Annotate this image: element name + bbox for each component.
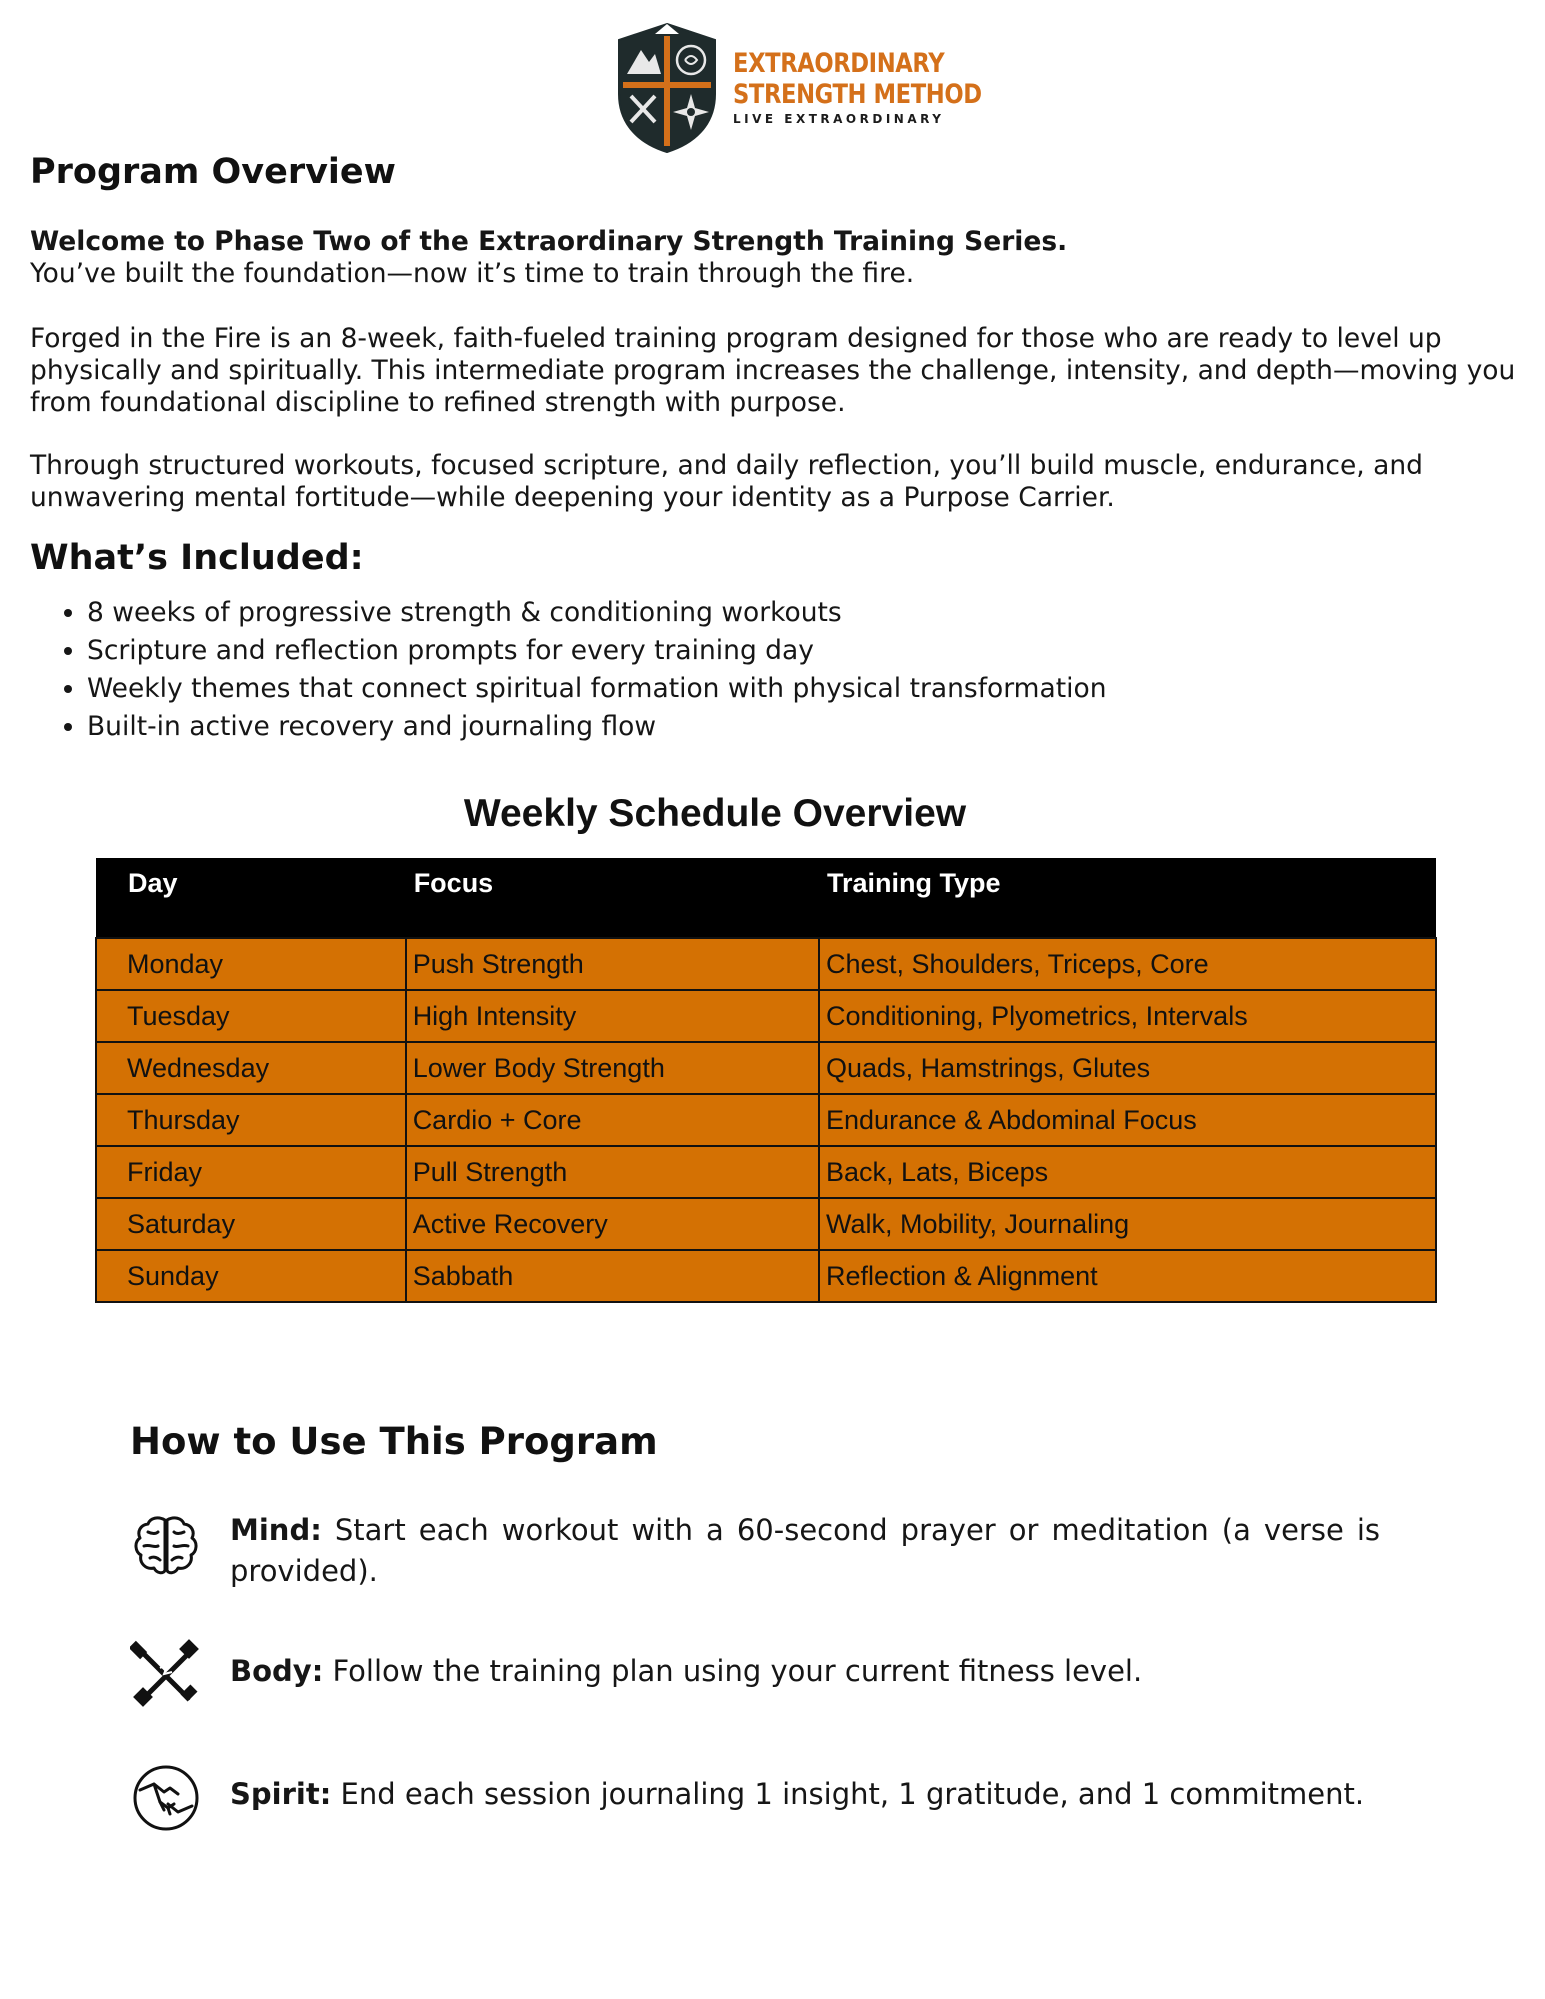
cell-day: Friday [96,1146,406,1198]
brand-name-line2: STRENGTH METHOD [733,79,982,110]
cell-focus: Cardio + Core [406,1094,819,1146]
program-overview-heading: Program Overview [30,152,396,192]
cell-training-type: Quads, Hamstrings, Glutes [819,1042,1436,1094]
table-row [96,1146,1436,1198]
howto-description-mind: Start each workout with a 60-second prayer or meditation (a verse is provided). [230,1513,1381,1588]
cell-training-type: Reflection & Alignment [819,1250,1436,1302]
howto-label-body: Body: [230,1654,324,1688]
column-header-focus: Focus [406,858,819,938]
table-row [96,1250,1436,1302]
brain-icon [130,1510,202,1582]
included-list [30,594,1107,746]
table-row [96,990,1436,1042]
crossed-tools-icon [130,1638,202,1710]
cell-focus: Active Recovery [406,1198,819,1250]
cell-training-type: Conditioning, Plyometrics, Intervals [819,990,1436,1042]
table-row [96,1094,1436,1146]
welcome-subline: You’ve built the foundation—now it’s time to train through the fire. [30,258,915,289]
cell-training-type: Endurance & Abdominal Focus [819,1094,1436,1146]
list-item: • Built-in active recovery and journaling flow [87,708,1107,746]
cell-training-type: Walk, Mobility, Journaling [819,1198,1436,1250]
cell-focus: Lower Body Strength [406,1042,819,1094]
table-row [96,938,1436,990]
howto-text-body [230,1651,1380,1692]
cell-focus: Sabbath [406,1250,819,1302]
whats-included-heading: What’s Included: [30,538,364,578]
table-header-row [96,858,1436,938]
schedule-heading: Weekly Schedule Overview [463,792,967,835]
brand-logo [615,22,982,154]
cell-focus: Pull Strength [406,1146,819,1198]
list-item: • 8 weeks of progressive strength & conditioning workouts [87,594,1107,632]
howto-description-body: Follow the training plan using your current fitness level. [332,1654,1143,1688]
cell-training-type: Back, Lats, Biceps [819,1146,1436,1198]
brand-tagline: LIVE EXTRAORDINARY [733,112,945,126]
list-item: • Scripture and reflection prompts for every training day [87,632,1107,670]
howto-label-spirit: Spirit: [230,1777,332,1811]
shield-emblem-icon [615,22,719,154]
helping-hands-icon [130,1762,202,1834]
cell-day: Tuesday [96,990,406,1042]
column-header-day: Day [96,858,406,938]
cell-day: Wednesday [96,1042,406,1094]
through-paragraph: Through structured workouts, focused scripture, and daily reflection, you’ll build muscle, endurance, and unwavering mental fortitude—while deepening your identity as a Purpose Carrier. [30,450,1423,513]
weekly-schedule-table [95,858,1437,1303]
table-row [96,1042,1436,1094]
howto-label-mind: Mind: [230,1513,322,1547]
cell-day: Thursday [96,1094,406,1146]
cell-focus: High Intensity [406,990,819,1042]
howto-text-spirit [230,1774,1380,1815]
column-header-training-type: Training Type [819,858,1436,938]
brand-name-line1: EXTRAORDINARY [733,48,945,79]
welcome-paragraph [30,226,1520,290]
how-to-use-heading: How to Use This Program [130,1420,658,1463]
howto-description-spirit: End each session journaling 1 insight, 1 gratitude, and 1 commitment. [340,1777,1365,1811]
forged-paragraph: Forged in the Fire is an 8-week, faith-fueled training program designed for those who are ready to level up physically and spiritually. This intermediate program increases the challenge, intensity, and depth—moving you from foundational discipline to refined strength with purpose. [30,323,1516,418]
cell-day: Monday [96,938,406,990]
cell-focus: Push Strength [406,938,819,990]
howto-text-mind [230,1510,1380,1592]
brand-wordmark [733,48,982,126]
cell-day: Sunday [96,1250,406,1302]
cell-day: Saturday [96,1198,406,1250]
table-row [96,1198,1436,1250]
cell-training-type: Chest, Shoulders, Triceps, Core [819,938,1436,990]
welcome-bold-line: Welcome to Phase Two of the Extraordinary Strength Training Series. [30,226,1068,257]
list-item: • Weekly themes that connect spiritual formation with physical transformation [87,670,1107,708]
